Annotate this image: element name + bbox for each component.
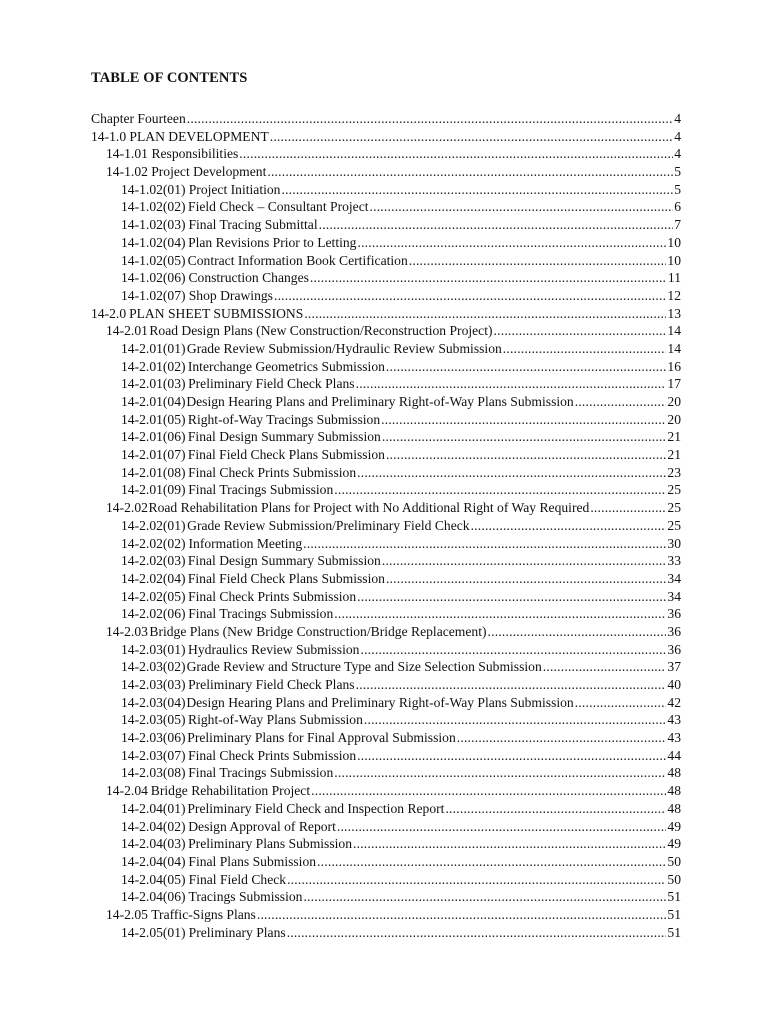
toc-entry-page-number: 25: [667, 482, 681, 498]
toc-entry-number: 14-1.02(04): [121, 234, 186, 250]
toc-entry-title: Information Meeting: [188, 535, 303, 551]
dot-leader: [319, 216, 674, 234]
toc-entry-page-number: 50: [667, 853, 681, 869]
toc-entry-number: 14-1.02: [106, 164, 148, 180]
toc-entry-number: 14-2.02(02): [121, 535, 186, 551]
toc-entry: [91, 198, 681, 216]
dot-leader: [267, 163, 673, 181]
dot-leader: [386, 570, 666, 588]
toc-entry: [91, 818, 681, 836]
toc-entry-page-number: 49: [667, 818, 681, 834]
toc-entry: [91, 163, 681, 181]
toc-entry-number: 14-2.02(04): [121, 570, 186, 586]
dot-leader: [287, 871, 666, 889]
toc-entry-title: Interchange Geometrics Submission: [187, 358, 385, 374]
dot-leader: [382, 552, 667, 570]
toc-entry-number: 14-1.0: [91, 128, 127, 144]
toc-entry-page-number: 13: [667, 305, 681, 321]
toc-entry-number: 14-2.01(07): [121, 447, 186, 463]
toc-entry-title: Construction Changes: [188, 270, 309, 286]
toc-entry-title: Project Development: [151, 164, 267, 180]
toc-entry-title: Grade Review and Structure Type and Size Selection Submission: [186, 659, 542, 675]
toc-entry-title: Final Check Prints Submission: [188, 464, 357, 480]
toc-entry-number: 14-2.01(05): [121, 411, 186, 427]
toc-entry-number: 14-2.01(01): [121, 340, 186, 356]
toc-entry-page-number: 34: [667, 570, 681, 586]
toc-entry-number: 14-2.03(02): [121, 659, 186, 675]
toc-list: [91, 110, 681, 941]
toc-entry: [91, 446, 681, 464]
toc-entry: [91, 464, 681, 482]
toc-entry: [91, 358, 681, 376]
toc-entry-number: 14-2.03(01): [121, 641, 186, 657]
toc-entry-number: 14-2.02(03): [121, 553, 186, 569]
toc-entry-title: Final Field Check Plans Submission: [187, 570, 385, 586]
toc-entry-number: 14-2.04(04): [121, 853, 186, 869]
toc-entry-page-number: 34: [667, 588, 681, 604]
toc-entry-page-number: 7: [674, 217, 681, 233]
toc-entry: [91, 871, 681, 889]
toc-entry-page-number: 36: [667, 606, 681, 622]
dot-leader: [370, 198, 674, 216]
toc-entry-title: Right-of-Way Tracings Submission: [187, 411, 381, 427]
dot-leader: [543, 658, 667, 676]
toc-entry: [91, 676, 681, 694]
toc-entry: [91, 853, 681, 871]
dot-leader: [457, 729, 667, 747]
dot-leader: [356, 676, 667, 694]
toc-entry-title: Final Design Summary Submission: [187, 429, 381, 445]
dot-leader: [303, 535, 666, 553]
toc-entry: [91, 605, 681, 623]
toc-entry-page-number: 5: [674, 181, 681, 197]
toc-entry-number: 14-2.02: [106, 500, 148, 516]
toc-entry-page-number: 21: [667, 429, 681, 445]
toc-entry-title: Final Tracings Submission: [188, 765, 334, 781]
toc-entry-page-number: 23: [667, 464, 681, 480]
toc-entry-page-number: 14: [667, 340, 681, 356]
toc-entry-title: Final Check Prints Submission: [188, 747, 357, 763]
toc-entry-number: 14-2.01(04): [121, 394, 186, 409]
toc-entry-number: 14-1.02(03): [121, 217, 186, 233]
toc-entry-number: 14-2.03(06): [121, 730, 186, 746]
toc-entry-title: Grade Review Submission/Hydraulic Review Submission: [186, 340, 502, 356]
dot-leader: [503, 340, 667, 358]
toc-entry: [91, 428, 681, 446]
toc-entry-page-number: 48: [667, 765, 681, 781]
toc-entry-page-number: 4: [674, 146, 681, 162]
toc-entry-title: Grade Review Submission/Preliminary Field Check: [187, 517, 470, 533]
toc-entry-page-number: 51: [667, 924, 681, 940]
dot-leader: [281, 181, 673, 199]
toc-entry: [91, 305, 681, 323]
dot-leader: [353, 835, 666, 853]
toc-entry: [91, 641, 681, 659]
toc-entry-number: 14-1.02(06): [121, 270, 186, 286]
toc-entry-title: Preliminary Field Check Plans: [188, 376, 355, 392]
dot-leader: [274, 287, 666, 305]
toc-entry: [91, 411, 681, 429]
toc-entry: [91, 694, 681, 712]
toc-entry-number: 14-2.03: [106, 623, 148, 639]
dot-leader: [356, 375, 667, 393]
toc-entry-title: Responsibilities: [151, 146, 239, 162]
toc-entry-title: Hydraulics Review Submission: [188, 641, 360, 657]
toc-entry-page-number: 25: [667, 517, 681, 533]
dot-leader: [270, 128, 673, 146]
dot-leader: [575, 393, 667, 411]
dot-leader: [382, 428, 667, 446]
toc-heading: TABLE OF CONTENTS: [91, 70, 248, 86]
dot-leader: [334, 605, 666, 623]
toc-entry-title: Final Field Check Plans Submission: [187, 447, 385, 463]
toc-entry-title: Final Design Summary Submission: [187, 553, 381, 569]
toc-entry: [91, 145, 681, 163]
dot-leader: [334, 481, 666, 499]
toc-entry-page-number: 44: [667, 747, 681, 763]
toc-entry: [91, 924, 681, 942]
toc-entry-title: Project Initiation: [188, 181, 281, 197]
toc-entry-number: 14-2.04(01): [121, 800, 186, 816]
toc-entry-title: Right-of-Way Plans Submission: [188, 712, 363, 728]
toc-entry-page-number: 33: [667, 553, 681, 569]
toc-entry-number: 14-1.02(01): [121, 181, 186, 197]
dot-leader: [409, 252, 667, 270]
toc-entry: [91, 287, 681, 305]
toc-entry-page-number: 21: [667, 447, 681, 463]
dot-leader: [386, 358, 666, 376]
toc-entry: [91, 888, 681, 906]
toc-entry: [91, 517, 681, 535]
toc-entry-title: Road Design Plans (New Construction/Reconstruction Project): [149, 323, 493, 339]
dot-leader: [357, 464, 666, 482]
dot-leader: [386, 446, 666, 464]
dot-leader: [310, 269, 667, 287]
dot-leader: [381, 411, 666, 429]
toc-entry-number: 14-2.03(04): [121, 694, 186, 710]
toc-entry-title: Preliminary Plans Submission: [188, 836, 352, 852]
toc-entry-title: Final Plans Submission: [188, 853, 317, 869]
toc-entry-number: 14-2.01: [106, 323, 148, 339]
dot-leader: [357, 588, 666, 606]
dot-leader: [488, 623, 667, 641]
toc-entry-page-number: 20: [667, 411, 681, 427]
toc-entry: [91, 181, 681, 199]
toc-entry: [91, 499, 681, 517]
toc-entry-number: 14-2.03(07): [121, 747, 186, 763]
toc-entry-title: Bridge Rehabilitation Project: [150, 783, 311, 799]
toc-entry-title: Final Tracings Submission: [188, 482, 334, 498]
toc-entry-page-number: 37: [667, 659, 681, 675]
dot-leader: [575, 694, 667, 712]
toc-entry: [91, 658, 681, 676]
toc-entry: [91, 110, 681, 128]
toc-entry-page-number: 4: [674, 128, 681, 144]
dot-leader: [334, 764, 666, 782]
toc-entry-title: PLAN DEVELOPMENT: [129, 128, 269, 144]
toc-entry-page-number: 17: [667, 376, 681, 392]
toc-entry-page-number: 48: [667, 800, 681, 816]
toc-entry: [91, 711, 681, 729]
dot-leader: [287, 924, 667, 942]
toc-entry: [91, 729, 681, 747]
toc-entry-title: Design Hearing Plans and Preliminary Right-of-Way Plans Submission: [186, 394, 574, 409]
toc-entry-number: 14-2.01(09): [121, 482, 186, 498]
toc-entry-number: 14-2.04(06): [121, 889, 186, 905]
dot-leader: [257, 906, 667, 924]
toc-entry-number: 14-1.01: [106, 146, 148, 162]
dot-leader: [445, 800, 666, 818]
toc-entry-number: 14-2.04(05): [121, 871, 186, 887]
toc-entry: [91, 782, 681, 800]
toc-entry-title: Preliminary Field Check Plans: [188, 677, 355, 692]
toc-entry-page-number: 4: [674, 111, 681, 126]
toc-entry-page-number: 6: [674, 199, 681, 215]
toc-entry-page-number: 20: [667, 394, 681, 409]
toc-entry-page-number: 11: [667, 270, 681, 286]
toc-entry-page-number: 5: [674, 164, 681, 180]
toc-entry-title: Preliminary Plans for Final Approval Submission: [187, 730, 456, 746]
toc-entry-page-number: 48: [667, 783, 681, 799]
toc-entry-number: 14-1.02(05): [121, 252, 186, 268]
toc-entry: [91, 552, 681, 570]
toc-entry: [91, 835, 681, 853]
toc-entry-title: Bridge Plans (New Bridge Construction/Bridge Replacement): [149, 623, 487, 639]
toc-entry-number: 14-2.03(03): [121, 677, 186, 692]
toc-entry-title: Final Tracings Submission: [188, 606, 334, 622]
toc-entry-title: Design Hearing Plans and Preliminary Right-of-Way Plans Submission: [186, 694, 574, 710]
dot-leader: [303, 888, 666, 906]
toc-entry-number: 14-2.04: [106, 783, 148, 799]
toc-entry: [91, 588, 681, 606]
toc-entry-number: 14-2.01(08): [121, 464, 186, 480]
toc-entry: [91, 393, 681, 411]
toc-entry: [91, 322, 681, 340]
toc-entry-page-number: 49: [667, 836, 681, 852]
toc-entry-page-number: 25: [667, 500, 681, 516]
toc-entry-title: Design Approval of Report: [188, 818, 336, 834]
toc-entry-title: Shop Drawings: [188, 287, 273, 303]
toc-entry-number: 14-2.0: [91, 305, 127, 321]
toc-entry-page-number: 10: [667, 234, 681, 250]
toc-entry-page-number: 12: [667, 287, 681, 303]
toc-entry-title: Preliminary Plans: [188, 924, 286, 940]
toc-entry-number: 14-2.04(02): [121, 818, 186, 834]
toc-entry-title: Field Check – Consultant Project: [188, 199, 369, 215]
dot-leader: [317, 853, 666, 871]
dot-leader: [471, 517, 667, 535]
toc-entry-title: PLAN SHEET SUBMISSIONS: [129, 305, 304, 321]
toc-entry-number: 14-2.02(05): [121, 588, 186, 604]
toc-entry-page-number: 30: [667, 535, 681, 551]
toc-entry-number: 14-2.02(06): [121, 606, 186, 622]
toc-entry: [91, 747, 681, 765]
toc-entry-number: 14-2.01(06): [121, 429, 186, 445]
toc-entry: [91, 800, 681, 818]
toc-entry-title: Traffic-Signs Plans: [151, 906, 256, 922]
toc-entry-number: 14-2.05: [106, 906, 148, 922]
toc-entry: [91, 535, 681, 553]
dot-leader: [357, 234, 666, 252]
toc-entry-title: Final Tracing Submittal: [188, 217, 318, 233]
toc-entry-title: Plan Revisions Prior to Letting: [188, 234, 357, 250]
dot-leader: [304, 305, 666, 323]
toc-entry-number: 14-2.01(03): [121, 376, 186, 392]
toc-entry-title: Final Field Check: [188, 871, 287, 887]
toc-entry-page-number: 43: [667, 730, 681, 746]
dot-leader: [337, 818, 667, 836]
dot-leader: [239, 145, 673, 163]
toc-entry-page-number: 10: [667, 252, 681, 268]
toc-entry: [91, 623, 681, 641]
toc-entry-title: Preliminary Field Check and Inspection Report: [187, 800, 445, 816]
toc-entry-page-number: 42: [667, 694, 681, 710]
toc-entry-title: Contract Information Book Certification: [187, 252, 408, 268]
toc-entry-page-number: 51: [667, 906, 681, 922]
toc-entry-number: 14-2.03(08): [121, 765, 186, 781]
toc-entry-page-number: 16: [667, 358, 681, 374]
toc-entry-page-number: 43: [667, 712, 681, 728]
toc-entry: [91, 906, 681, 924]
toc-entry-number: 14-2.01(02): [121, 358, 186, 374]
toc-entry: [91, 128, 681, 146]
toc-entry-number: 14-1.02(07): [121, 287, 186, 303]
toc-entry-number: 14-2.05(01): [121, 924, 186, 940]
toc-entry: [91, 570, 681, 588]
toc-entry: [91, 340, 681, 358]
dot-leader: [311, 782, 666, 800]
toc-entry: [91, 234, 681, 252]
toc-entry-number: 14-2.04(03): [121, 836, 186, 852]
toc-entry-page-number: 50: [667, 871, 681, 887]
toc-entry: [91, 252, 681, 270]
toc-entry-number: 14-2.03(05): [121, 712, 186, 728]
toc-entry-number: 14-1.02(02): [121, 199, 186, 215]
toc-entry-title: Road Rehabilitation Plans for Project with No Additional Right of Way Required: [148, 500, 590, 516]
dot-leader: [364, 711, 667, 729]
toc-entry-title: Final Check Prints Submission: [188, 588, 357, 604]
toc-entry: [91, 481, 681, 499]
toc-entry-page-number: 14: [667, 323, 681, 339]
toc-entry: [91, 269, 681, 287]
toc-entry-number: 14-2.02(01): [121, 517, 186, 533]
dot-leader: [187, 110, 673, 128]
toc-entry: [91, 375, 681, 393]
toc-entry-title: Chapter Fourteen: [91, 111, 186, 126]
dot-leader: [357, 747, 666, 765]
toc-entry-page-number: 36: [667, 623, 681, 639]
dot-leader: [494, 322, 667, 340]
dot-leader: [360, 641, 666, 659]
dot-leader: [590, 499, 666, 517]
toc-entry-page-number: 40: [667, 677, 681, 692]
toc-entry: [91, 216, 681, 234]
toc-entry-page-number: 36: [667, 641, 681, 657]
toc-entry-title: Tracings Submission: [188, 889, 303, 905]
toc-entry: [91, 764, 681, 782]
toc-entry-page-number: 51: [667, 889, 681, 905]
